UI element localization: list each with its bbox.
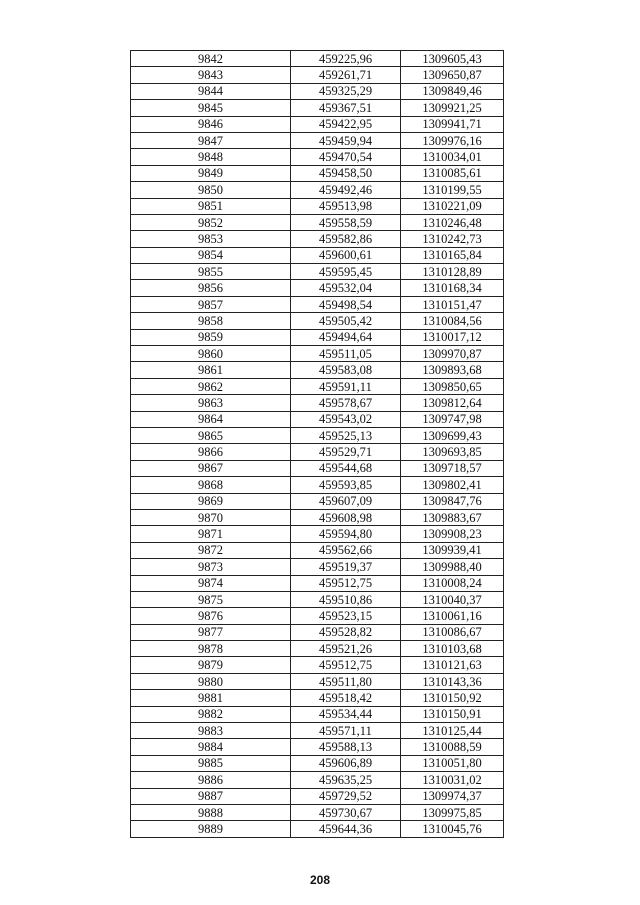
table-row (131, 231, 504, 247)
x-coordinate-cell: 459608,98 (291, 509, 401, 525)
point-number-cell: 9866 (131, 444, 291, 460)
x-coordinate-cell: 459606,89 (291, 755, 401, 771)
y-coordinate-cell: 1309976,16 (401, 132, 504, 148)
table-row (131, 362, 504, 378)
y-coordinate-cell: 1310034,01 (401, 149, 504, 165)
y-coordinate-cell: 1310017,12 (401, 329, 504, 345)
x-coordinate-cell: 459225,96 (291, 51, 401, 67)
table-row (131, 329, 504, 345)
table-row (131, 51, 504, 67)
table-row (131, 641, 504, 657)
y-coordinate-cell: 1310242,73 (401, 231, 504, 247)
x-coordinate-cell: 459510,86 (291, 591, 401, 607)
table-row (131, 542, 504, 558)
point-number-cell: 9881 (131, 690, 291, 706)
y-coordinate-cell: 1309974,37 (401, 788, 504, 804)
point-number-cell: 9864 (131, 411, 291, 427)
point-number-cell: 9855 (131, 264, 291, 280)
x-coordinate-cell: 459325,29 (291, 83, 401, 99)
point-number-cell: 9844 (131, 83, 291, 99)
point-number-cell: 9877 (131, 624, 291, 640)
point-number-cell: 9875 (131, 591, 291, 607)
table-row (131, 182, 504, 198)
point-number-cell: 9849 (131, 165, 291, 181)
x-coordinate-cell: 459558,59 (291, 214, 401, 230)
x-coordinate-cell: 459543,02 (291, 411, 401, 427)
x-coordinate-cell: 459505,42 (291, 313, 401, 329)
coordinates-table (130, 50, 504, 838)
y-coordinate-cell: 1310165,84 (401, 247, 504, 263)
x-coordinate-cell: 459498,54 (291, 296, 401, 312)
table-row (131, 378, 504, 394)
y-coordinate-cell: 1310088,59 (401, 739, 504, 755)
point-number-cell: 9847 (131, 132, 291, 148)
point-number-cell: 9871 (131, 526, 291, 542)
table-row (131, 264, 504, 280)
table-row (131, 591, 504, 607)
coordinates-table-body (131, 51, 504, 838)
y-coordinate-cell: 1310103,68 (401, 641, 504, 657)
x-coordinate-cell: 459562,66 (291, 542, 401, 558)
point-number-cell: 9865 (131, 427, 291, 443)
y-coordinate-cell: 1309941,71 (401, 116, 504, 132)
point-number-cell: 9883 (131, 723, 291, 739)
x-coordinate-cell: 459513,98 (291, 198, 401, 214)
point-number-cell: 9878 (131, 641, 291, 657)
x-coordinate-cell: 459519,37 (291, 559, 401, 575)
point-number-cell: 9848 (131, 149, 291, 165)
point-number-cell: 9874 (131, 575, 291, 591)
point-number-cell: 9870 (131, 509, 291, 525)
point-number-cell: 9842 (131, 51, 291, 67)
y-coordinate-cell: 1309812,64 (401, 395, 504, 411)
point-number-cell: 9853 (131, 231, 291, 247)
x-coordinate-cell: 459600,61 (291, 247, 401, 263)
y-coordinate-cell: 1310061,16 (401, 608, 504, 624)
table-row (131, 739, 504, 755)
x-coordinate-cell: 459595,45 (291, 264, 401, 280)
y-coordinate-cell: 1310008,24 (401, 575, 504, 591)
table-row (131, 772, 504, 788)
table-row (131, 149, 504, 165)
y-coordinate-cell: 1310031,02 (401, 772, 504, 788)
y-coordinate-cell: 1310246,48 (401, 214, 504, 230)
x-coordinate-cell: 459523,15 (291, 608, 401, 624)
x-coordinate-cell: 459525,13 (291, 427, 401, 443)
point-number-cell: 9863 (131, 395, 291, 411)
table-row (131, 444, 504, 460)
table-row (131, 427, 504, 443)
x-coordinate-cell: 459635,25 (291, 772, 401, 788)
x-coordinate-cell: 459588,13 (291, 739, 401, 755)
x-coordinate-cell: 459578,67 (291, 395, 401, 411)
point-number-cell: 9856 (131, 280, 291, 296)
y-coordinate-cell: 1310084,56 (401, 313, 504, 329)
table-row (131, 575, 504, 591)
x-coordinate-cell: 459729,52 (291, 788, 401, 804)
table-row (131, 198, 504, 214)
point-number-cell: 9852 (131, 214, 291, 230)
point-number-cell: 9889 (131, 821, 291, 837)
x-coordinate-cell: 459422,95 (291, 116, 401, 132)
y-coordinate-cell: 1310125,44 (401, 723, 504, 739)
x-coordinate-cell: 459532,04 (291, 280, 401, 296)
table-row (131, 395, 504, 411)
point-number-cell: 9859 (131, 329, 291, 345)
table-row (131, 460, 504, 476)
point-number-cell: 9880 (131, 673, 291, 689)
x-coordinate-cell: 459571,11 (291, 723, 401, 739)
y-coordinate-cell: 1310086,67 (401, 624, 504, 640)
table-row (131, 247, 504, 263)
y-coordinate-cell: 1309893,68 (401, 362, 504, 378)
y-coordinate-cell: 1310045,76 (401, 821, 504, 837)
y-coordinate-cell: 1310150,91 (401, 706, 504, 722)
y-coordinate-cell: 1309693,85 (401, 444, 504, 460)
x-coordinate-cell: 459261,71 (291, 67, 401, 83)
point-number-cell: 9862 (131, 378, 291, 394)
y-coordinate-cell: 1310143,36 (401, 673, 504, 689)
table-row (131, 755, 504, 771)
table-row (131, 690, 504, 706)
x-coordinate-cell: 459518,42 (291, 690, 401, 706)
x-coordinate-cell: 459594,80 (291, 526, 401, 542)
point-number-cell: 9872 (131, 542, 291, 558)
y-coordinate-cell: 1309975,85 (401, 804, 504, 820)
point-number-cell: 9879 (131, 657, 291, 673)
y-coordinate-cell: 1310168,34 (401, 280, 504, 296)
point-number-cell: 9882 (131, 706, 291, 722)
table-row (131, 100, 504, 116)
y-coordinate-cell: 1309605,43 (401, 51, 504, 67)
table-row (131, 477, 504, 493)
y-coordinate-cell: 1310150,92 (401, 690, 504, 706)
table-row (131, 116, 504, 132)
point-number-cell: 9884 (131, 739, 291, 755)
table-row (131, 804, 504, 820)
page-number: 208 (309, 873, 331, 887)
point-number-cell: 9851 (131, 198, 291, 214)
x-coordinate-cell: 459511,05 (291, 346, 401, 362)
table-row (131, 346, 504, 362)
y-coordinate-cell: 1310151,47 (401, 296, 504, 312)
x-coordinate-cell: 459583,08 (291, 362, 401, 378)
point-number-cell: 9850 (131, 182, 291, 198)
table-row (131, 296, 504, 312)
table-row (131, 657, 504, 673)
table-row (131, 821, 504, 837)
x-coordinate-cell: 459521,26 (291, 641, 401, 657)
y-coordinate-cell: 1310221,09 (401, 198, 504, 214)
x-coordinate-cell: 459528,82 (291, 624, 401, 640)
y-coordinate-cell: 1309699,43 (401, 427, 504, 443)
table-row (131, 165, 504, 181)
x-coordinate-cell: 459582,86 (291, 231, 401, 247)
y-coordinate-cell: 1309847,76 (401, 493, 504, 509)
x-coordinate-cell: 459494,64 (291, 329, 401, 345)
x-coordinate-cell: 459512,75 (291, 657, 401, 673)
x-coordinate-cell: 459534,44 (291, 706, 401, 722)
x-coordinate-cell: 459644,36 (291, 821, 401, 837)
point-number-cell: 9867 (131, 460, 291, 476)
table-row (131, 559, 504, 575)
point-number-cell: 9886 (131, 772, 291, 788)
point-number-cell: 9887 (131, 788, 291, 804)
table-row (131, 608, 504, 624)
y-coordinate-cell: 1309747,98 (401, 411, 504, 427)
table-row (131, 723, 504, 739)
table-row (131, 280, 504, 296)
x-coordinate-cell: 459512,75 (291, 575, 401, 591)
point-number-cell: 9885 (131, 755, 291, 771)
table-row (131, 313, 504, 329)
y-coordinate-cell: 1309850,65 (401, 378, 504, 394)
point-number-cell: 9876 (131, 608, 291, 624)
table-row (131, 83, 504, 99)
table-row (131, 624, 504, 640)
y-coordinate-cell: 1309988,40 (401, 559, 504, 575)
table-row (131, 673, 504, 689)
y-coordinate-cell: 1309718,57 (401, 460, 504, 476)
y-coordinate-cell: 1309883,67 (401, 509, 504, 525)
table-row (131, 706, 504, 722)
point-number-cell: 9869 (131, 493, 291, 509)
table-row (131, 509, 504, 525)
table-row (131, 411, 504, 427)
x-coordinate-cell: 459607,09 (291, 493, 401, 509)
x-coordinate-cell: 459458,50 (291, 165, 401, 181)
x-coordinate-cell: 459544,68 (291, 460, 401, 476)
point-number-cell: 9846 (131, 116, 291, 132)
x-coordinate-cell: 459730,67 (291, 804, 401, 820)
y-coordinate-cell: 1309939,41 (401, 542, 504, 558)
table-row (131, 67, 504, 83)
point-number-cell: 9860 (131, 346, 291, 362)
y-coordinate-cell: 1309921,25 (401, 100, 504, 116)
x-coordinate-cell: 459593,85 (291, 477, 401, 493)
y-coordinate-cell: 1309849,46 (401, 83, 504, 99)
y-coordinate-cell: 1309970,87 (401, 346, 504, 362)
point-number-cell: 9845 (131, 100, 291, 116)
point-number-cell: 9843 (131, 67, 291, 83)
table-row (131, 493, 504, 509)
y-coordinate-cell: 1309802,41 (401, 477, 504, 493)
x-coordinate-cell: 459459,94 (291, 132, 401, 148)
point-number-cell: 9854 (131, 247, 291, 263)
y-coordinate-cell: 1309908,23 (401, 526, 504, 542)
x-coordinate-cell: 459591,11 (291, 378, 401, 394)
point-number-cell: 9861 (131, 362, 291, 378)
point-number-cell: 9857 (131, 296, 291, 312)
table-row (131, 526, 504, 542)
y-coordinate-cell: 1309650,87 (401, 67, 504, 83)
table-row (131, 132, 504, 148)
point-number-cell: 9873 (131, 559, 291, 575)
y-coordinate-cell: 1310051,80 (401, 755, 504, 771)
x-coordinate-cell: 459511,80 (291, 673, 401, 689)
point-number-cell: 9858 (131, 313, 291, 329)
table-row (131, 788, 504, 804)
point-number-cell: 9868 (131, 477, 291, 493)
y-coordinate-cell: 1310121,63 (401, 657, 504, 673)
x-coordinate-cell: 459367,51 (291, 100, 401, 116)
y-coordinate-cell: 1310199,55 (401, 182, 504, 198)
x-coordinate-cell: 459492,46 (291, 182, 401, 198)
y-coordinate-cell: 1310085,61 (401, 165, 504, 181)
table-row (131, 214, 504, 230)
point-number-cell: 9888 (131, 804, 291, 820)
y-coordinate-cell: 1310128,89 (401, 264, 504, 280)
y-coordinate-cell: 1310040,37 (401, 591, 504, 607)
x-coordinate-cell: 459470,54 (291, 149, 401, 165)
x-coordinate-cell: 459529,71 (291, 444, 401, 460)
